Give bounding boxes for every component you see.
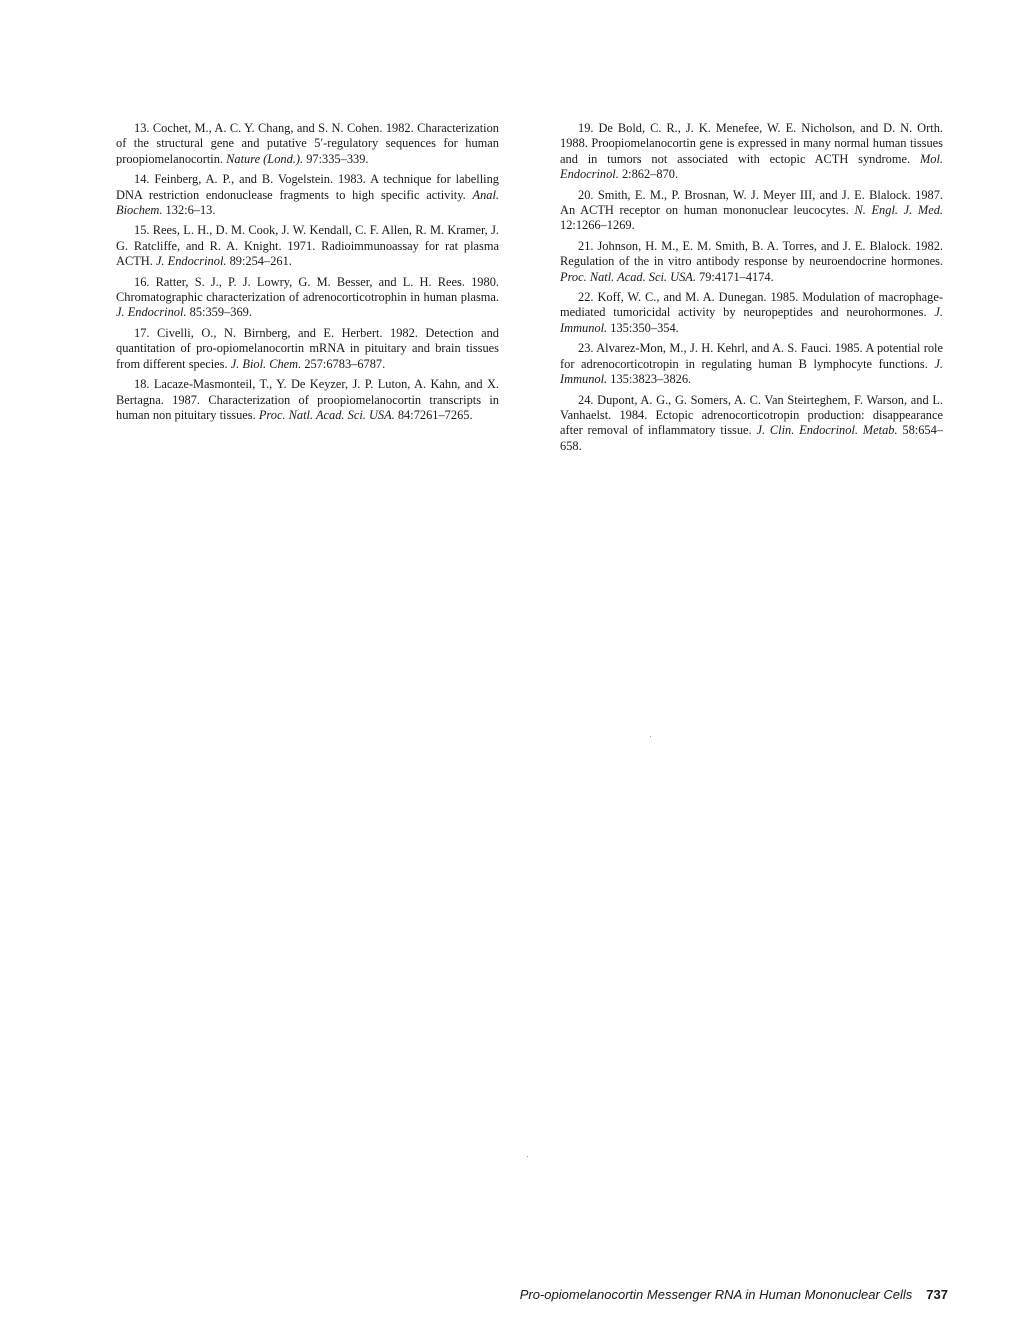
- reference-18: 18. Lacaze-Masmonteil, T., Y. De Keyzer, J. P. Luton, A. Kahn, and X. Bertagna. 1987. Characterization of proopiomelanocortin transcripts in human non pituitary tissues. Proc. Natl. Acad. Sci. USA. 84:7261–7265.: [116, 377, 499, 422]
- reference-14: 14. Feinberg, A. P., and B. Vogelstein. 1983. A technique for labelling DNA restriction endonuclease fragments to high specific activity. Anal. Biochem. 132:6–13.: [116, 172, 499, 218]
- page-footer: [520, 1287, 948, 1302]
- reference-23: 23. Alvarez-Mon, M., J. H. Kehrl, and A. S. Fauci. 1985. A potential role for adrenocorticotropin in regulating human B lymphocyte functions. J. Immunol. 135:3823–3826.: [560, 341, 943, 387]
- reference-19: 19. De Bold, C. R., J. K. Menefee, W. E. Nicholson, and D. N. Orth. 1988. Proopiomelanocortin gene is expressed in many normal human tissues and in tumors not associated with ectopic ACTH syndrome. Mol. Endocrinol. 2:862–870.: [560, 121, 943, 182]
- references-column-right: [560, 121, 943, 459]
- reference-21: 21. Johnson, H. M., E. M. Smith, B. A. Torres, and J. E. Blalock. 1982. Regulation of the in vitro antibody response by neuroendocrine hormones. Proc. Natl. Acad. Sci. USA. 79:4171–4174.: [560, 238, 943, 284]
- scan-speck: [527, 1156, 528, 1157]
- reference-17: 17. Civelli, O., N. Birnberg, and E. Herbert. 1982. Detection and quantitation of pro-opiomelanocortin mRNA in pituitary and brain tissues from different species. J. Biol. Chem. 257:6783–6787.: [116, 325, 499, 371]
- scan-speck: [650, 736, 651, 737]
- references-column-left: [116, 121, 499, 428]
- running-title: Pro-opiomelanocortin Messenger RNA in Human Mononuclear Cells: [519, 1287, 913, 1302]
- reference-13: 13. Cochet, M., A. C. Y. Chang, and S. N. Cohen. 1982. Characterization of the structural gene and putative 5′-regulatory sequences for human proopiomelanocortin. Nature (Lond.). 97:335–339.: [116, 121, 499, 166]
- reference-16: 16. Ratter, S. J., P. J. Lowry, G. M. Besser, and L. H. Rees. 1980. Chromatographic characterization of adrenocorticotrophin in human plasma. J. Endocrinol. 85:359–369.: [116, 274, 499, 320]
- reference-20: 20. Smith, E. M., P. Brosnan, W. J. Meyer III, and J. E. Blalock. 1987. An ACTH receptor on human mononuclear leucocytes. N. Engl. J. Med. 12:1266–1269.: [560, 187, 943, 233]
- reference-24: 24. Dupont, A. G., G. Somers, A. C. Van Steirteghem, F. Warson, and L. Vanhaelst. 1984. Ectopic adrenocorticotropin production: disappearance after removal of inflammatory tissue. J. Clin. Endocrinol. Metab. 58:654–658.: [560, 392, 943, 453]
- reference-15: 15. Rees, L. H., D. M. Cook, J. W. Kendall, C. F. Allen, R. M. Kramer, J. G. Ratcliffe, and R. A. Knight. 1971. Radioimmunoassay for rat plasma ACTH. J. Endocrinol. 89:254–261.: [116, 223, 499, 269]
- page-number: 737: [926, 1287, 948, 1302]
- reference-22: 22. Koff, W. C., and M. A. Dunegan. 1985. Modulation of macrophage-mediated tumoricidal activity by neuropeptides and neurohormones. J. Immunol. 135:350–354.: [560, 290, 943, 335]
